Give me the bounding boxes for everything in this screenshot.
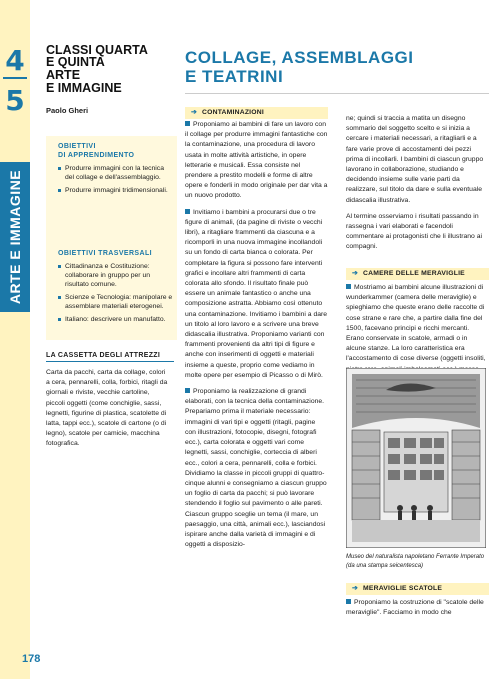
article-column-right: [346, 114, 489, 259]
page-title-line-1: COLLAGE, ASSEMBLAGGI: [185, 48, 414, 67]
paragraph-text: Invitiamo i bambini a procurarsi due o tre figure di animali, (da pagine di riviste o vecchi libri), a ritagliare frammenti da ciascuna e a ricomporli in una nuova immagine incollandoli su un fondo di carta bianca o colorata. Per completare la figura si possono fare interventi grafici e incollare altri frammenti di carta colorata allo sfondo. Il risultato finale può essere un animale fantastico o anche una composizione astratta. Abbiamo così ottenuto una contaminazione. Invitiamo i bambini a dare un titolo al loro lavoro e a scrivere una breve didascalia illustrativa. Proponiamo varianti con frammenti provenienti da altri tipi di figure e anche con inserimenti di oggetti e materiali insieme a queste, proprio come vediamo in molte opere per esempio di Picasso o di Mirò.: [185, 208, 328, 379]
title-divider: [185, 93, 489, 94]
cross-objectives-box: [46, 243, 177, 340]
toolbox-heading: LA CASSETTA DEGLI ATTREZZI: [46, 352, 161, 359]
paragraph: [346, 598, 489, 618]
list-item: Scienze e Tecnologia: manipolare e assemblare materiali eterogenei.: [58, 293, 173, 311]
bullet-square-icon: [185, 121, 190, 126]
learning-objectives-list: [46, 164, 177, 205]
paragraph: ne; quindi si traccia a matita un disegno sommario del soggetto scelto e si inizia a cercare i materiali necessari, a ritagliarli e a fare varie prove di accostamenti dei pezzi prima di incollarli. I bambini di ciascun gruppo lavorano in collaborazione, studiando e decidendo insieme sulle varie parti da realizzare, sul titolo da dare e sulla eventuale didascalia illustrativa.: [346, 115, 484, 204]
grade-number-bottom: 5: [5, 84, 25, 117]
bullet-square-icon: [346, 599, 351, 604]
learning-objectives-heading: [46, 136, 177, 164]
bullet-square-icon: [185, 209, 190, 214]
arrow-right-icon: ➔: [191, 109, 197, 116]
boxes-text: [346, 598, 489, 624]
class-title-line-1: CLASSI QUARTA: [46, 43, 148, 57]
image-caption: Museo del naturalista napoletano Ferrante Imperato (da una stampa seicentesca): [346, 554, 485, 569]
learning-objectives-heading-line-2: DI APPRENDIMENTO: [58, 152, 135, 159]
arrow-right-icon: ➔: [352, 270, 358, 277]
subject-title-line-1: ARTE: [46, 68, 81, 82]
author: Paolo Gheri: [46, 106, 89, 115]
arrow-right-icon: ➔: [352, 585, 358, 592]
page-number: 178: [22, 653, 41, 665]
section-heading-text: MERAVIGLIE SCATOLE: [363, 585, 443, 592]
subject-title-line-2: E IMMAGINE: [46, 81, 122, 95]
section-heading-boxes: [346, 583, 489, 595]
list-item: Produrre immagini tridimensionali.: [58, 186, 173, 195]
cross-objectives-heading: OBIETTIVI TRASVERSALI: [58, 250, 152, 257]
section-heading-text: CAMERE DELLE MERAVIGLIE: [363, 270, 465, 277]
toolbox-rule: [46, 361, 174, 362]
bullet-square-icon: [185, 388, 190, 393]
page-title-line-2: E TEATRINI: [185, 67, 284, 86]
bullet-square-icon: [346, 284, 351, 289]
section-heading-text: CONTAMINAZIONI: [202, 109, 264, 116]
class-title-line-2: E QUINTA: [46, 55, 105, 69]
class-header: [46, 44, 174, 115]
paragraph: [185, 387, 328, 550]
paragraph: Al termine osserviamo i risultati passando in rassegna i vari elaborati e facendoli commentare ai protagonisti che li illustrano ai compagni.: [346, 212, 483, 251]
museum-engraving-image: [346, 368, 486, 548]
paragraph: [185, 208, 328, 381]
subject-vertical-label: [0, 162, 30, 312]
grade-divider: [3, 77, 27, 79]
list-item: Italiano: descrivere un manufatto.: [58, 315, 173, 324]
article-column-middle: [185, 120, 328, 556]
list-item: Cittadinanza e Costituzione: collaborare in gruppo per un risultato comune.: [58, 262, 173, 289]
grade-number-top: 4: [5, 44, 25, 77]
paragraph: [185, 120, 328, 202]
cross-objectives-list: [46, 262, 177, 334]
subject-vertical-text: ARTE E IMMAGINE: [7, 169, 23, 305]
section-heading-contaminations: [185, 107, 328, 119]
paragraph-text: Proponiamo la costruzione di "scatole delle meraviglie". Facciamo in modo che: [346, 599, 484, 617]
learning-objectives-heading-line-1: OBIETTIVI: [58, 143, 96, 150]
paragraph-text: Proponiamo ai bambini di fare un lavoro con il collage per produrre immagini fantastiche con la contaminazione, una procedura di lavoro usata in molte attività artistiche, in opere letterarie e musicali. Essa consiste nel prendere a prestito modelli e forme di altre opere e fonderli in modo originale per dar vita a un nuovo prodotto.: [185, 121, 328, 200]
section-heading-wonders: [346, 268, 489, 280]
list-item: Produrre immagini con la tecnica del collage e dell'assemblaggio.: [58, 164, 173, 182]
toolbox-text: Carta da pacchi, carta da collage, colori a cera, pennarelli, colla, forbici, ritagli da giornali e riviste, vecchie cartoline, piccoli oggetti (come conchiglie, sassi, legnetti, figurine di plastica, scatolette di latta, tappi ecc.), scatole di cartone (o di legno), scatole per camicie, macchina fotografica.: [46, 369, 168, 448]
paragraph-text: Mostriamo ai bambini alcune illustrazioni di wunderkammer (camera delle meraviglie) e spieghiamo che queste erano delle raccolte di cose strane e rare che, a partire dalla fine del 1500, facevano principi e ricchi mercanti. Erano conservate in scatole, armadi o in alcune stanze. La loro caratteristica era l'accostamento di cose diverse (oggetti insoliti,: [346, 284, 486, 363]
paragraph-text: Proponiamo la realizzazione di grandi elaborati, con la tecnica della contaminazione. Prepariamo prima il materiale necessario: immagini di vari tipi e oggetti (ritagli, pagine con illustrazioni, fotocopie, disegni, fotografi ecc.), carta colorata e oggetti vari come legnetti, sassi, conchiglie, corteccia di alberi ecc., colori a cera, pennarelli, colla e forbici. Dividiamo la classe in piccoli gruppi di quattro-cinque alunni e consegniamo a ciascun gruppo un foglio di carta da pacchi; si può lavorare stendendo il foglio sul pavimento o alle pareti. Ciascun gruppo sceglie un tema (il mare, un paesaggio, una città, animali ecc.), lasciandosi ispirare anche dalla varietà di immagini e di oggetti a disposizio-: [185, 388, 327, 549]
page-title: [185, 48, 485, 86]
learning-objectives-box: [46, 136, 177, 244]
